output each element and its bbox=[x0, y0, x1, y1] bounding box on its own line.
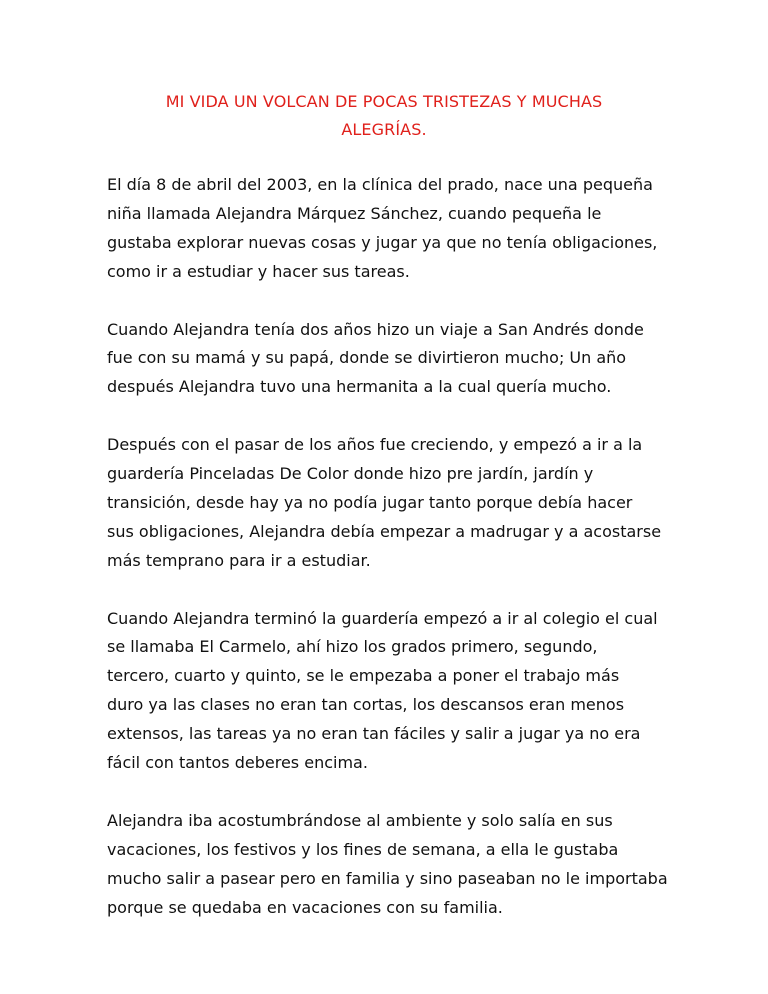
paragraph-line: fácil con tantos deberes encima. bbox=[107, 753, 368, 773]
paragraph-line: mucho salir a pasear pero en familia y sino paseaban no le importaba bbox=[107, 868, 668, 888]
paragraph-line: como ir a estudiar y hacer sus tareas. bbox=[107, 261, 410, 281]
paragraph-line: se llamaba El Carmelo, ahí hizo los grados primero, segundo, bbox=[107, 637, 598, 657]
paragraph-line: niña llamada Alejandra Márquez Sánchez, cuando pequeña le bbox=[107, 203, 602, 223]
paragraph-line: duro ya las clases no eran tan cortas, los descansos eran menos bbox=[107, 695, 625, 715]
paragraph-5 bbox=[107, 807, 682, 923]
paragraph-line: extensos, las tareas ya no eran tan fáciles y salir a jugar ya no era bbox=[107, 724, 641, 744]
paragraph-line: guardería Pinceladas De Color donde hizo pre jardín, jardín y bbox=[107, 464, 594, 484]
title-line-2: ALEGRÍAS. bbox=[341, 120, 427, 139]
paragraph-3 bbox=[107, 431, 682, 576]
paragraph-2 bbox=[107, 316, 682, 403]
paragraph-1 bbox=[107, 171, 682, 287]
paragraph-line: transición, desde hay ya no podía jugar tanto porque debía hacer bbox=[107, 492, 633, 512]
document-title bbox=[100, 88, 668, 144]
paragraph-line: Después con el pasar de los años fue creciendo, y empezó a ir a la bbox=[107, 435, 643, 455]
paragraph-line: después Alejandra tuvo una hermanita a la cual quería mucho. bbox=[107, 377, 612, 397]
paragraph-line: El día 8 de abril del 2003, en la clínica del prado, nace una pequeña bbox=[107, 175, 653, 194]
paragraph-line: Cuando Alejandra terminó la guardería empezó a ir al colegio el cual bbox=[107, 608, 658, 628]
paragraph-line: fue con su mamá y su papá, donde se divirtieron mucho; Un año bbox=[107, 348, 627, 368]
paragraph-line: porque se quedaba en vacaciones con su familia. bbox=[107, 897, 503, 917]
paragraph-line: más temprano para ir a estudiar. bbox=[107, 550, 371, 570]
title-line-1: MI VIDA UN VOLCAN DE POCAS TRISTEZAS Y MUCHAS bbox=[165, 92, 603, 111]
paragraph-line: sus obligaciones, Alejandra debía empezar a madrugar y a acostarse bbox=[107, 521, 662, 541]
document-body bbox=[107, 171, 682, 951]
paragraph-line: tercero, cuarto y quinto, se le empezaba a poner el trabajo más bbox=[107, 666, 620, 686]
paragraph-line: Cuando Alejandra tenía dos años hizo un viaje a San Andrés donde bbox=[107, 319, 644, 339]
paragraph-line: vacaciones, los festivos y los fines de semana, a ella le gustaba bbox=[107, 839, 619, 859]
paragraph-line: gustaba explorar nuevas cosas y jugar ya que no tenía obligaciones, bbox=[107, 232, 658, 252]
paragraph-line: Alejandra iba acostumbrándose al ambiente y solo salía en sus bbox=[107, 810, 613, 830]
paragraph-4 bbox=[107, 605, 682, 778]
